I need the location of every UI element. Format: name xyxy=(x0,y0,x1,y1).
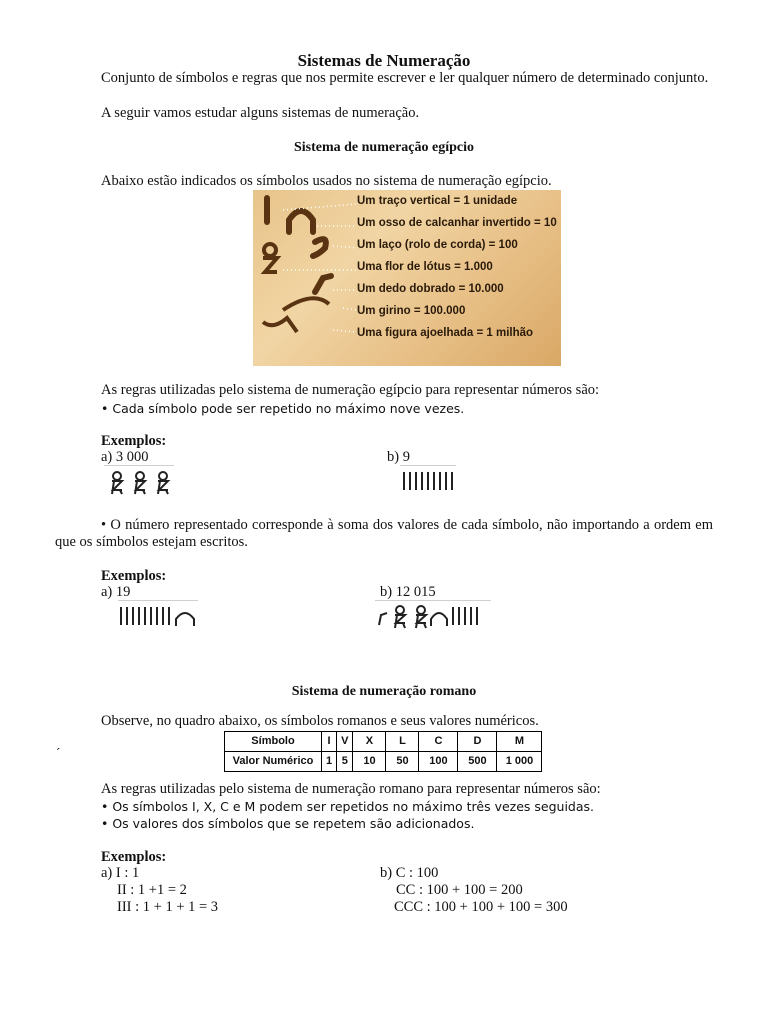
egyptian-rule-1: • Cada símbolo pode ser repetido no máximo nove vezes. xyxy=(101,401,465,416)
roman-lead: Observe, no quadro abaixo, os símbolos romanos e seus valores numéricos. xyxy=(101,713,539,729)
examples-label: Exemplos: xyxy=(101,568,167,584)
egyptian-rules-intro: As regras utilizadas pelo sistema de numeração egípcio para representar números são: xyxy=(101,382,600,398)
roman-example-a-line: II : 1 +1 = 2 xyxy=(117,882,187,898)
example-glyphs-3000 xyxy=(104,465,174,496)
table-cell: 1 xyxy=(322,752,337,772)
roman-rule-2: • Os valores dos símbolos que se repetem são adicionados. xyxy=(101,816,475,831)
table-cell: 1 000 xyxy=(497,752,542,772)
table-cell: I xyxy=(322,732,337,752)
examples-label: Exemplos: xyxy=(101,849,167,865)
table-cell: V xyxy=(337,732,353,752)
table-cell: 5 xyxy=(337,752,353,772)
example-b-label: b) 9 xyxy=(387,449,410,465)
example-a-label: a) 19 xyxy=(101,584,131,600)
table-cell: 500 xyxy=(458,752,497,772)
egyptian-lead: Abaixo estão indicados os símbolos usados no sistema de numeração egípcio. xyxy=(101,173,552,189)
egyptian-rule-2: • O número representado corresponde à soma dos valores de cada símbolo, não importando a ordem em que os símbolos estejam escritos. xyxy=(55,517,713,550)
table-cell: Valor Numérico xyxy=(225,752,322,772)
intro-paragraph: Conjunto de símbolos e regras que nos permite escrever e ler qualquer número de determinado conjunto. xyxy=(101,70,709,86)
table-cell: 50 xyxy=(386,752,419,772)
egypt-symbol-row: Um traço vertical = 1 unidade xyxy=(357,195,518,207)
mixed-glyphs-icon xyxy=(375,601,491,629)
table-cell: D xyxy=(458,732,497,752)
table-cell: 100 xyxy=(419,752,458,772)
roman-example-b-line: b) C : 100 xyxy=(380,865,439,881)
heel-bone-glyph-icon xyxy=(289,211,313,232)
roman-rule-1: • Os símbolos I, X, C e M podem ser repetidos no máximo três vezes seguidas. xyxy=(101,799,595,814)
unit-strokes-icon xyxy=(400,466,456,494)
stray-mark: ´ xyxy=(56,745,61,760)
example-b-label: b) 12 015 xyxy=(380,584,436,600)
kneeling-figure-glyph-icon xyxy=(263,298,329,332)
lotus-glyphs-icon xyxy=(104,466,174,496)
example-glyphs-19 xyxy=(118,600,198,629)
egypt-symbol-row: Um osso de calcanhar invertido = 10 xyxy=(357,217,557,229)
roman-example-b-line: CCC : 100 + 100 + 100 = 300 xyxy=(394,899,568,915)
roman-example-a-line: a) I : 1 xyxy=(101,865,140,881)
intro-paragraph-2: A seguir vamos estudar alguns sistemas de numeração. xyxy=(101,105,420,121)
example-glyphs-9 xyxy=(400,465,456,494)
egyptian-heading: Sistema de numeração egípcio xyxy=(293,140,475,155)
table-row xyxy=(225,732,542,752)
roman-heading: Sistema de numeração romano xyxy=(291,684,477,699)
roman-example-a-line: III : 1 + 1 + 1 = 3 xyxy=(117,899,219,915)
table-cell: M xyxy=(497,732,542,752)
table-cell: 10 xyxy=(353,752,386,772)
example-glyphs-12015 xyxy=(375,600,491,629)
egypt-symbol-row: Uma flor de lótus = 1.000 xyxy=(357,261,493,273)
egypt-symbol-row: Um dedo dobrado = 10.000 xyxy=(357,283,504,295)
table-cell: Símbolo xyxy=(225,732,322,752)
lotus-glyph-icon xyxy=(264,244,276,256)
example-a-label: a) 3 000 xyxy=(101,449,149,465)
table-row xyxy=(225,752,542,772)
strokes-and-heel-icon xyxy=(118,601,198,629)
table-cell: L xyxy=(386,732,419,752)
examples-label: Exemplos: xyxy=(101,433,167,449)
finger-glyph-icon xyxy=(315,276,331,292)
page-title: Sistemas de Numeração xyxy=(297,51,471,70)
coil-rope-glyph-icon xyxy=(313,239,326,256)
egypt-symbol-row: Um girino = 100.000 xyxy=(357,305,466,317)
egyptian-symbols-image xyxy=(253,190,561,366)
egypt-symbol-row: Um laço (rolo de corda) = 100 xyxy=(357,239,518,251)
table-cell: C xyxy=(419,732,458,752)
roman-values-table xyxy=(224,731,542,772)
egypt-symbol-row: Uma figura ajoelhada = 1 milhão xyxy=(357,327,534,339)
roman-example-b-line: CC : 100 + 100 = 200 xyxy=(396,882,523,898)
roman-rules-intro: As regras utilizadas pelo sistema de numeração romano para representar números são: xyxy=(101,781,601,797)
table-cell: X xyxy=(353,732,386,752)
